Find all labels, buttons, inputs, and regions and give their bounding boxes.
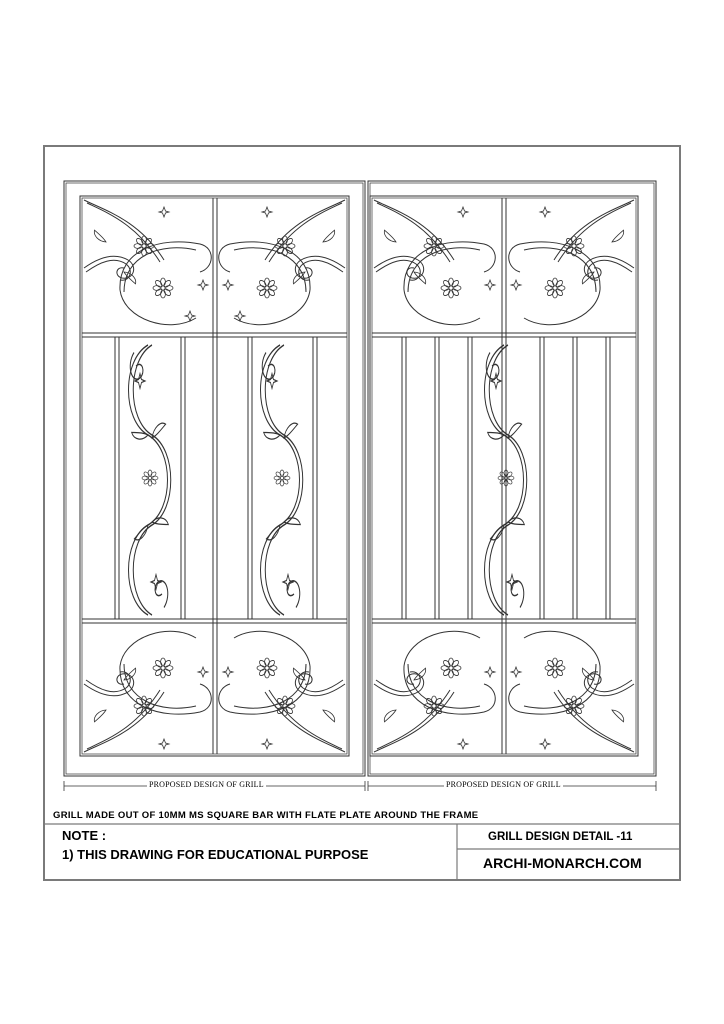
note-item: 1) THIS DRAWING FOR EDUCATIONAL PURPOSE [62, 847, 369, 862]
dimension-label-left: PROPOSED DESIGN OF GRILL [149, 780, 264, 789]
grill-panel-right [368, 181, 656, 776]
dimension-label-right: PROPOSED DESIGN OF GRILL [446, 780, 561, 789]
sheet-border [44, 146, 680, 880]
drawing-title: GRILL DESIGN DETAIL -11 [488, 831, 633, 843]
material-spec-note: GRILL MADE OUT OF 10MM MS SQUARE BAR WITH FLATE PLATE AROUND THE FRAME [53, 810, 479, 821]
note-heading: NOTE : [62, 828, 107, 843]
grill-panel-left [64, 181, 365, 776]
website-label: ARCHI-MONARCH.COM [483, 855, 642, 871]
